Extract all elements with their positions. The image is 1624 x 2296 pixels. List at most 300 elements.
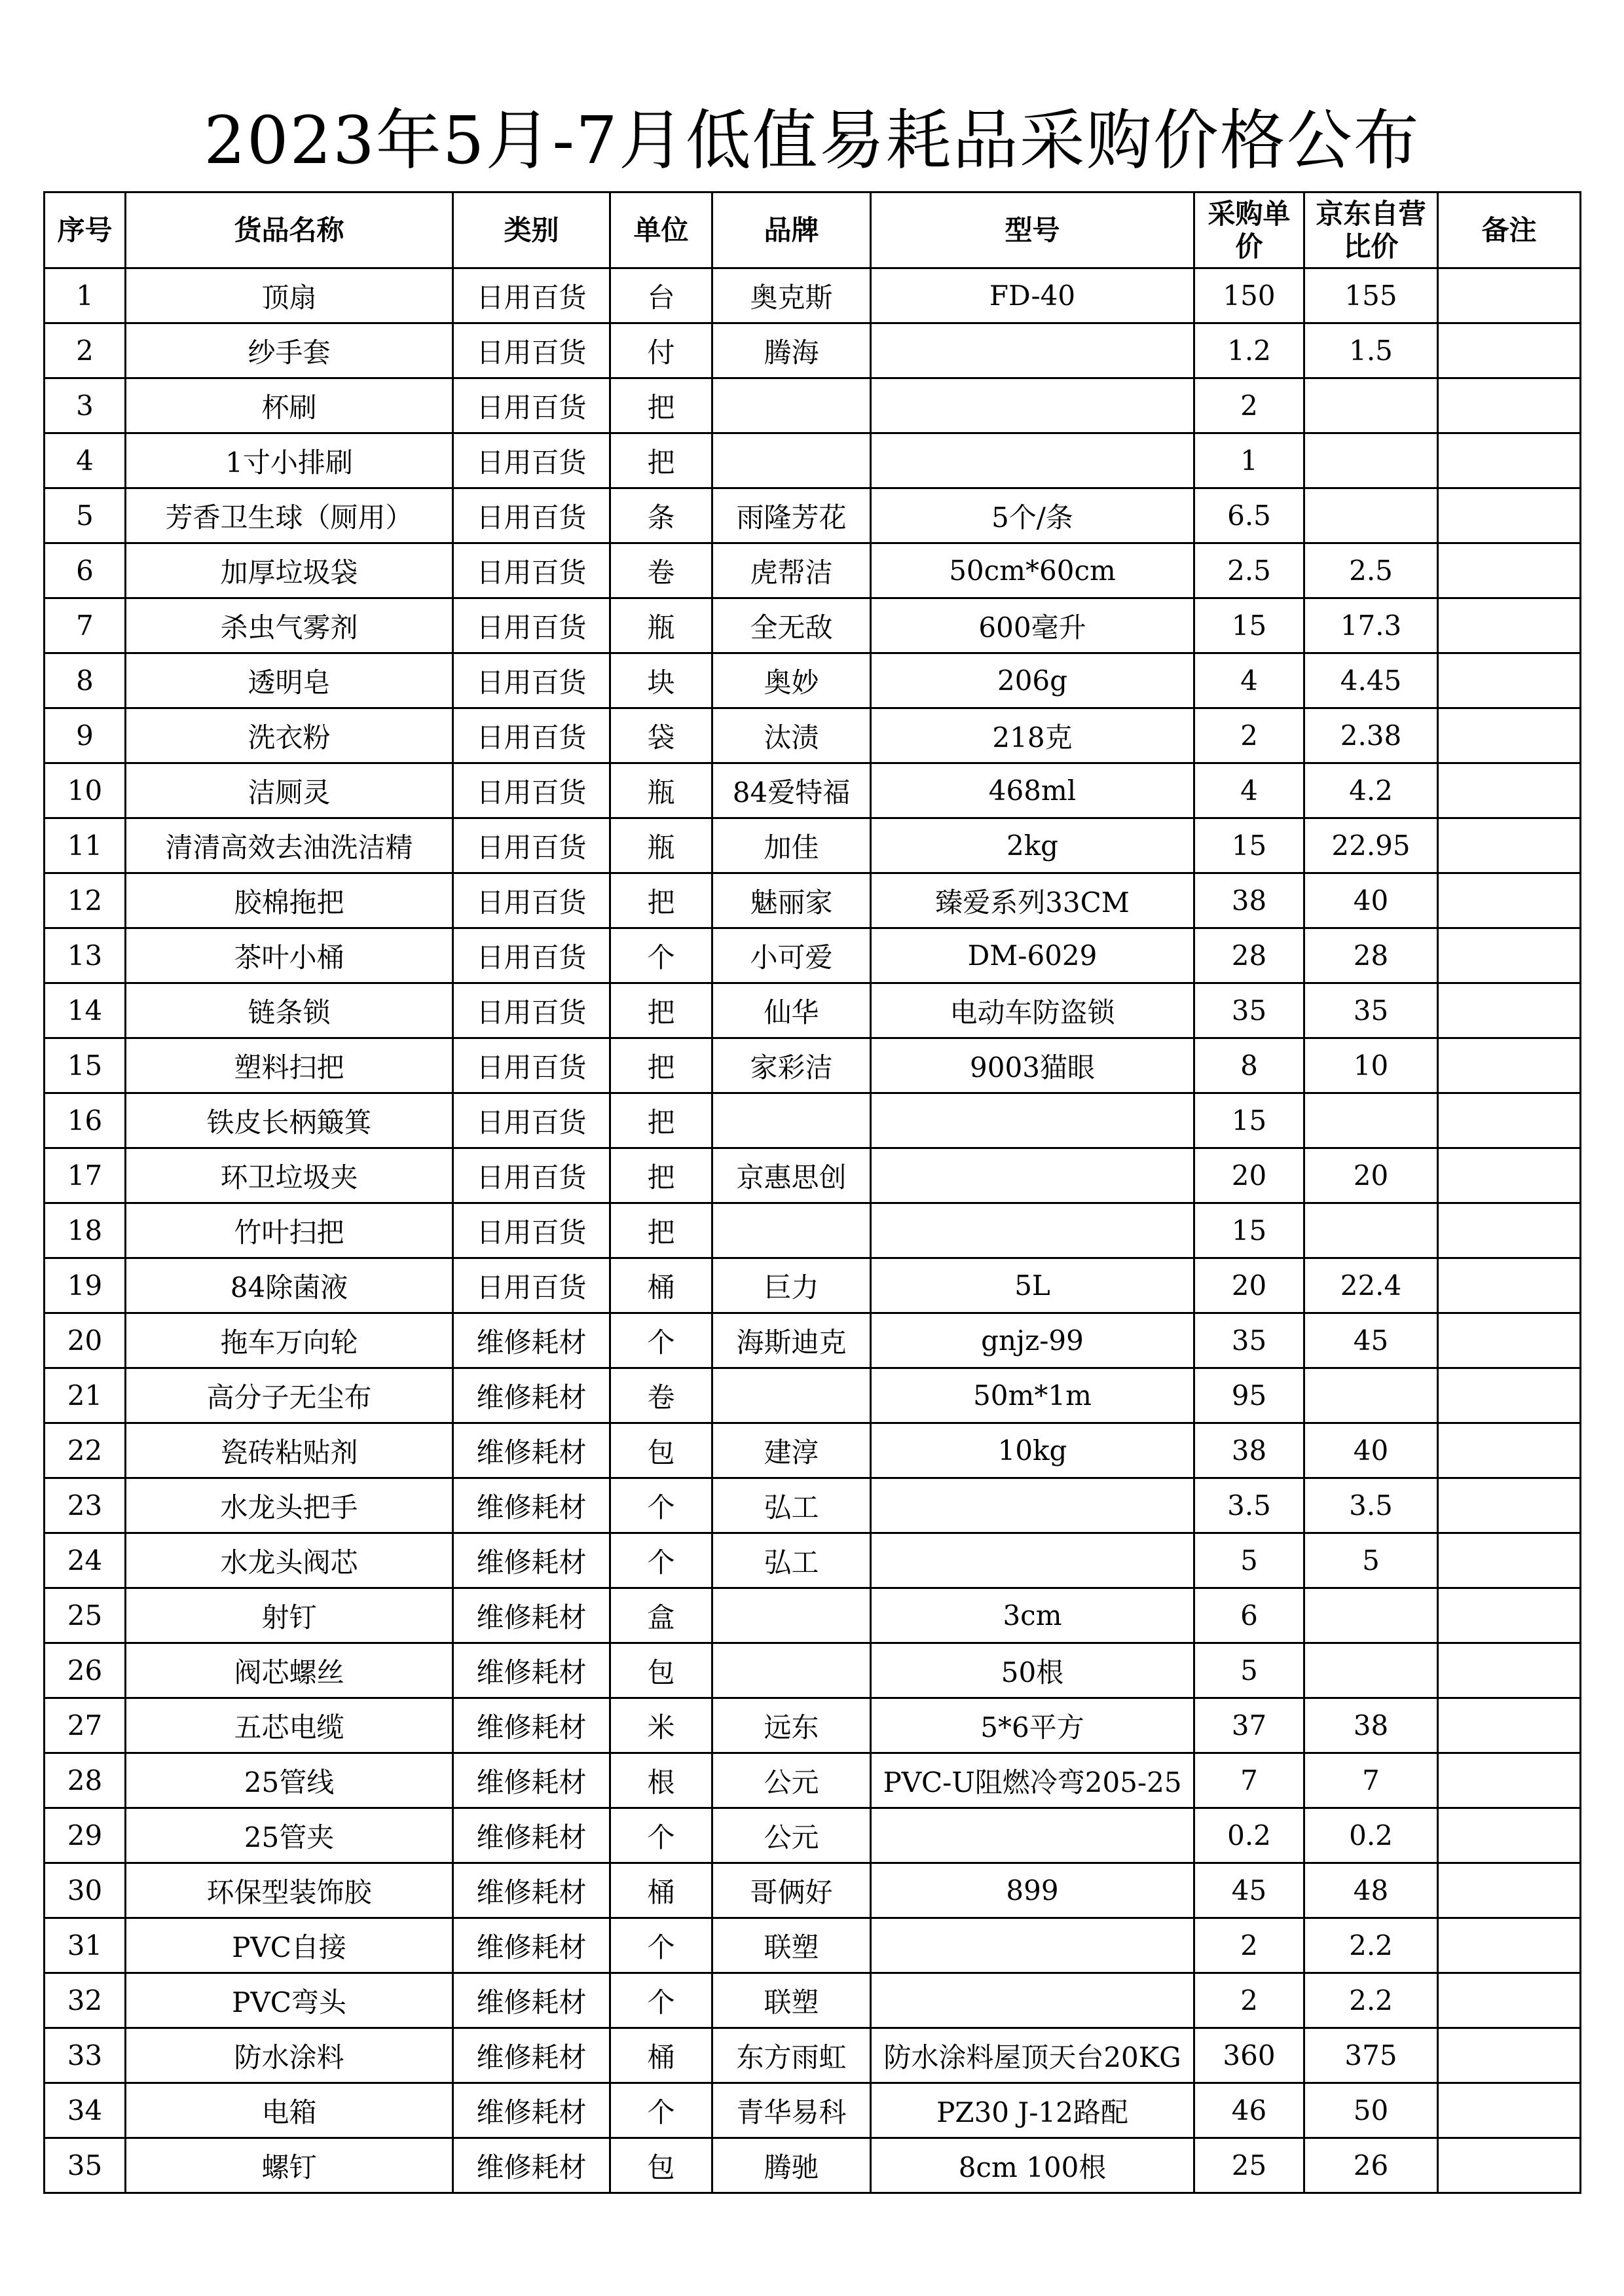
cell-name: 茶叶小桶 bbox=[126, 928, 453, 983]
cell-jd-price: 22.4 bbox=[1304, 1258, 1438, 1313]
cell-model bbox=[871, 1148, 1194, 1203]
cell-name: 高分子无尘布 bbox=[126, 1368, 453, 1423]
cell-unit: 卷 bbox=[610, 1368, 712, 1423]
cell-category: 维修耗材 bbox=[453, 1533, 610, 1588]
cell-jd-price: 2.2 bbox=[1304, 1918, 1438, 1973]
cell-price: 2.5 bbox=[1194, 543, 1304, 598]
cell-model: 50m*1m bbox=[871, 1368, 1194, 1423]
cell-note bbox=[1438, 488, 1581, 543]
cell-jd-price: 4.45 bbox=[1304, 653, 1438, 708]
cell-seq: 20 bbox=[45, 1313, 126, 1368]
cell-category: 日用百货 bbox=[453, 1093, 610, 1148]
table-row bbox=[45, 433, 1581, 488]
cell-price: 5 bbox=[1194, 1533, 1304, 1588]
cell-brand bbox=[712, 433, 871, 488]
cell-price: 2 bbox=[1194, 708, 1304, 763]
cell-category: 日用百货 bbox=[453, 433, 610, 488]
cell-brand: 魅丽家 bbox=[712, 873, 871, 928]
table-row bbox=[45, 1423, 1581, 1478]
cell-category: 日用百货 bbox=[453, 928, 610, 983]
cell-brand bbox=[712, 1093, 871, 1148]
cell-model bbox=[871, 433, 1194, 488]
cell-model: FD-40 bbox=[871, 268, 1194, 323]
cell-unit: 个 bbox=[610, 1478, 712, 1533]
cell-price: 1.2 bbox=[1194, 323, 1304, 378]
cell-model: PVC-U阻燃冷弯205-25 bbox=[871, 1753, 1194, 1808]
cell-note bbox=[1438, 1973, 1581, 2028]
cell-model bbox=[871, 1918, 1194, 1973]
cell-price: 0.2 bbox=[1194, 1808, 1304, 1863]
cell-unit: 桶 bbox=[610, 1258, 712, 1313]
cell-brand: 联塑 bbox=[712, 1973, 871, 2028]
cell-name: 塑料扫把 bbox=[126, 1038, 453, 1093]
cell-unit: 包 bbox=[610, 1423, 712, 1478]
cell-brand: 公元 bbox=[712, 1753, 871, 1808]
cell-seq: 27 bbox=[45, 1698, 126, 1753]
table-row bbox=[45, 1148, 1581, 1203]
cell-jd-price: 26 bbox=[1304, 2138, 1438, 2193]
cell-jd-price: 28 bbox=[1304, 928, 1438, 983]
cell-model: 8cm 100根 bbox=[871, 2138, 1194, 2193]
cell-brand: 公元 bbox=[712, 1808, 871, 1863]
cell-note bbox=[1438, 2083, 1581, 2138]
cell-seq: 18 bbox=[45, 1203, 126, 1258]
cell-jd-price: 35 bbox=[1304, 983, 1438, 1038]
cell-model: gnjz-99 bbox=[871, 1313, 1194, 1368]
cell-jd-price: 155 bbox=[1304, 268, 1438, 323]
cell-seq: 25 bbox=[45, 1588, 126, 1643]
cell-jd-price bbox=[1304, 1643, 1438, 1698]
cell-unit: 瓶 bbox=[610, 763, 712, 818]
cell-seq: 3 bbox=[45, 378, 126, 433]
cell-name: 螺钉 bbox=[126, 2138, 453, 2193]
cell-price: 4 bbox=[1194, 763, 1304, 818]
cell-unit: 条 bbox=[610, 488, 712, 543]
cell-name: 洁厕灵 bbox=[126, 763, 453, 818]
cell-note bbox=[1438, 1258, 1581, 1313]
cell-jd-price: 10 bbox=[1304, 1038, 1438, 1093]
table-row bbox=[45, 1588, 1581, 1643]
cell-seq: 19 bbox=[45, 1258, 126, 1313]
cell-category: 维修耗材 bbox=[453, 1588, 610, 1643]
cell-model: 50根 bbox=[871, 1643, 1194, 1698]
cell-seq: 8 bbox=[45, 653, 126, 708]
table-row bbox=[45, 488, 1581, 543]
cell-seq: 12 bbox=[45, 873, 126, 928]
header-unit: 单位 bbox=[610, 192, 712, 268]
cell-note bbox=[1438, 378, 1581, 433]
cell-price: 46 bbox=[1194, 2083, 1304, 2138]
cell-name: 水龙头把手 bbox=[126, 1478, 453, 1533]
cell-unit: 个 bbox=[610, 1918, 712, 1973]
cell-note bbox=[1438, 1423, 1581, 1478]
cell-brand: 加佳 bbox=[712, 818, 871, 873]
cell-note bbox=[1438, 1313, 1581, 1368]
cell-seq: 23 bbox=[45, 1478, 126, 1533]
cell-model: 468ml bbox=[871, 763, 1194, 818]
table-row bbox=[45, 268, 1581, 323]
cell-note bbox=[1438, 1368, 1581, 1423]
cell-category: 日用百货 bbox=[453, 1203, 610, 1258]
cell-name: 清清高效去油洗洁精 bbox=[126, 818, 453, 873]
cell-jd-price: 2.2 bbox=[1304, 1973, 1438, 2028]
cell-category: 维修耗材 bbox=[453, 1368, 610, 1423]
cell-jd-price: 5 bbox=[1304, 1533, 1438, 1588]
cell-note bbox=[1438, 543, 1581, 598]
cell-category: 日用百货 bbox=[453, 1148, 610, 1203]
cell-jd-price bbox=[1304, 488, 1438, 543]
cell-unit: 个 bbox=[610, 1973, 712, 2028]
cell-unit: 把 bbox=[610, 433, 712, 488]
cell-category: 维修耗材 bbox=[453, 1753, 610, 1808]
cell-jd-price: 40 bbox=[1304, 1423, 1438, 1478]
cell-model bbox=[871, 1808, 1194, 1863]
cell-brand: 腾海 bbox=[712, 323, 871, 378]
cell-brand: 哥俩好 bbox=[712, 1863, 871, 1918]
cell-brand: 建淳 bbox=[712, 1423, 871, 1478]
cell-brand bbox=[712, 1643, 871, 1698]
cell-price: 360 bbox=[1194, 2028, 1304, 2083]
cell-brand bbox=[712, 378, 871, 433]
cell-name: 顶扇 bbox=[126, 268, 453, 323]
cell-price: 20 bbox=[1194, 1258, 1304, 1313]
cell-seq: 7 bbox=[45, 598, 126, 653]
header-seq: 序号 bbox=[45, 192, 126, 268]
cell-category: 维修耗材 bbox=[453, 1973, 610, 2028]
header-price: 采购单价 bbox=[1194, 192, 1304, 268]
cell-category: 日用百货 bbox=[453, 378, 610, 433]
cell-price: 8 bbox=[1194, 1038, 1304, 1093]
cell-seq: 32 bbox=[45, 1973, 126, 2028]
table-row bbox=[45, 708, 1581, 763]
cell-jd-price: 2.38 bbox=[1304, 708, 1438, 763]
cell-name: 25管线 bbox=[126, 1753, 453, 1808]
table-row bbox=[45, 1313, 1581, 1368]
cell-name: 胶棉拖把 bbox=[126, 873, 453, 928]
table-row bbox=[45, 653, 1581, 708]
cell-price: 15 bbox=[1194, 598, 1304, 653]
cell-note bbox=[1438, 763, 1581, 818]
table-row bbox=[45, 1038, 1581, 1093]
cell-unit: 付 bbox=[610, 323, 712, 378]
cell-unit: 把 bbox=[610, 1038, 712, 1093]
cell-unit: 根 bbox=[610, 1753, 712, 1808]
cell-note bbox=[1438, 1698, 1581, 1753]
cell-seq: 31 bbox=[45, 1918, 126, 1973]
cell-unit: 块 bbox=[610, 653, 712, 708]
cell-name: 链条锁 bbox=[126, 983, 453, 1038]
cell-name: 纱手套 bbox=[126, 323, 453, 378]
cell-category: 日用百货 bbox=[453, 818, 610, 873]
cell-unit: 台 bbox=[610, 268, 712, 323]
table-row bbox=[45, 1258, 1581, 1313]
cell-name: 防水涂料 bbox=[126, 2028, 453, 2083]
cell-note bbox=[1438, 1643, 1581, 1698]
cell-model: 2kg bbox=[871, 818, 1194, 873]
cell-price: 2 bbox=[1194, 1973, 1304, 2028]
cell-price: 3.5 bbox=[1194, 1478, 1304, 1533]
cell-price: 2 bbox=[1194, 1918, 1304, 1973]
cell-category: 日用百货 bbox=[453, 488, 610, 543]
table-row bbox=[45, 2138, 1581, 2193]
cell-seq: 2 bbox=[45, 323, 126, 378]
table-row bbox=[45, 598, 1581, 653]
cell-model: 206g bbox=[871, 653, 1194, 708]
cell-brand: 海斯迪克 bbox=[712, 1313, 871, 1368]
cell-unit: 瓶 bbox=[610, 818, 712, 873]
cell-unit: 桶 bbox=[610, 2028, 712, 2083]
cell-brand: 奥妙 bbox=[712, 653, 871, 708]
cell-price: 35 bbox=[1194, 1313, 1304, 1368]
table-row bbox=[45, 1643, 1581, 1698]
cell-brand: 仙华 bbox=[712, 983, 871, 1038]
cell-name: 射钉 bbox=[126, 1588, 453, 1643]
cell-price: 20 bbox=[1194, 1148, 1304, 1203]
table-row bbox=[45, 763, 1581, 818]
cell-category: 日用百货 bbox=[453, 983, 610, 1038]
cell-unit: 个 bbox=[610, 2083, 712, 2138]
header-jd-price: 京东自营比价 bbox=[1304, 192, 1438, 268]
cell-category: 日用百货 bbox=[453, 598, 610, 653]
cell-seq: 4 bbox=[45, 433, 126, 488]
cell-unit: 包 bbox=[610, 1643, 712, 1698]
table-row bbox=[45, 928, 1581, 983]
cell-brand bbox=[712, 1588, 871, 1643]
table-row bbox=[45, 1478, 1581, 1533]
cell-unit: 瓶 bbox=[610, 598, 712, 653]
cell-seq: 5 bbox=[45, 488, 126, 543]
cell-jd-price: 7 bbox=[1304, 1753, 1438, 1808]
cell-note bbox=[1438, 2138, 1581, 2193]
cell-seq: 6 bbox=[45, 543, 126, 598]
cell-model: 600毫升 bbox=[871, 598, 1194, 653]
cell-brand: 弘工 bbox=[712, 1478, 871, 1533]
cell-category: 日用百货 bbox=[453, 268, 610, 323]
cell-price: 15 bbox=[1194, 818, 1304, 873]
cell-unit: 把 bbox=[610, 1203, 712, 1258]
cell-category: 维修耗材 bbox=[453, 2028, 610, 2083]
cell-note bbox=[1438, 1203, 1581, 1258]
cell-unit: 把 bbox=[610, 1148, 712, 1203]
cell-seq: 35 bbox=[45, 2138, 126, 2193]
cell-brand: 远东 bbox=[712, 1698, 871, 1753]
table-row bbox=[45, 1918, 1581, 1973]
cell-note bbox=[1438, 1093, 1581, 1148]
cell-model: 电动车防盗锁 bbox=[871, 983, 1194, 1038]
table-row bbox=[45, 818, 1581, 873]
cell-price: 6.5 bbox=[1194, 488, 1304, 543]
cell-model: 5L bbox=[871, 1258, 1194, 1313]
cell-name: 杀虫气雾剂 bbox=[126, 598, 453, 653]
cell-seq: 9 bbox=[45, 708, 126, 763]
cell-name: 瓷砖粘贴剂 bbox=[126, 1423, 453, 1478]
cell-model bbox=[871, 1203, 1194, 1258]
cell-seq: 24 bbox=[45, 1533, 126, 1588]
cell-name: PVC自接 bbox=[126, 1918, 453, 1973]
cell-unit: 把 bbox=[610, 1093, 712, 1148]
cell-seq: 30 bbox=[45, 1863, 126, 1918]
cell-brand: 东方雨虹 bbox=[712, 2028, 871, 2083]
cell-jd-price: 48 bbox=[1304, 1863, 1438, 1918]
table-row bbox=[45, 1753, 1581, 1808]
cell-category: 日用百货 bbox=[453, 873, 610, 928]
cell-jd-price: 38 bbox=[1304, 1698, 1438, 1753]
table-row bbox=[45, 1973, 1581, 2028]
table-row bbox=[45, 1203, 1581, 1258]
cell-name: 洗衣粉 bbox=[126, 708, 453, 763]
cell-seq: 26 bbox=[45, 1643, 126, 1698]
cell-model: 9003猫眼 bbox=[871, 1038, 1194, 1093]
cell-name: 竹叶扫把 bbox=[126, 1203, 453, 1258]
cell-jd-price: 20 bbox=[1304, 1148, 1438, 1203]
cell-price: 150 bbox=[1194, 268, 1304, 323]
cell-price: 45 bbox=[1194, 1863, 1304, 1918]
cell-unit: 个 bbox=[610, 1808, 712, 1863]
cell-note bbox=[1438, 2028, 1581, 2083]
cell-price: 38 bbox=[1194, 1423, 1304, 1478]
cell-unit: 袋 bbox=[610, 708, 712, 763]
cell-unit: 桶 bbox=[610, 1863, 712, 1918]
cell-model: DM-6029 bbox=[871, 928, 1194, 983]
cell-jd-price bbox=[1304, 378, 1438, 433]
cell-unit: 个 bbox=[610, 928, 712, 983]
cell-model: 899 bbox=[871, 1863, 1194, 1918]
cell-seq: 33 bbox=[45, 2028, 126, 2083]
cell-unit: 米 bbox=[610, 1698, 712, 1753]
cell-note bbox=[1438, 1918, 1581, 1973]
table-row bbox=[45, 1863, 1581, 1918]
cell-note bbox=[1438, 928, 1581, 983]
cell-unit: 卷 bbox=[610, 543, 712, 598]
cell-price: 2 bbox=[1194, 378, 1304, 433]
cell-jd-price: 2.5 bbox=[1304, 543, 1438, 598]
cell-model: 防水涂料屋顶天台20KG bbox=[871, 2028, 1194, 2083]
cell-name: 环保型装饰胶 bbox=[126, 1863, 453, 1918]
table-row bbox=[45, 873, 1581, 928]
cell-category: 维修耗材 bbox=[453, 1918, 610, 1973]
cell-price: 15 bbox=[1194, 1093, 1304, 1148]
cell-brand: 青华易科 bbox=[712, 2083, 871, 2138]
cell-note bbox=[1438, 1753, 1581, 1808]
cell-jd-price: 45 bbox=[1304, 1313, 1438, 1368]
cell-name: 五芯电缆 bbox=[126, 1698, 453, 1753]
cell-note bbox=[1438, 1863, 1581, 1918]
cell-unit: 盒 bbox=[610, 1588, 712, 1643]
cell-model bbox=[871, 1973, 1194, 2028]
cell-price: 95 bbox=[1194, 1368, 1304, 1423]
page-title: 2023年5月-7月低值易耗品采购价格公布 bbox=[204, 102, 1420, 179]
cell-seq: 16 bbox=[45, 1093, 126, 1148]
cell-model: 5个/条 bbox=[871, 488, 1194, 543]
cell-model bbox=[871, 1533, 1194, 1588]
cell-name: 阀芯螺丝 bbox=[126, 1643, 453, 1698]
cell-note bbox=[1438, 1038, 1581, 1093]
cell-unit: 包 bbox=[610, 2138, 712, 2193]
cell-note bbox=[1438, 268, 1581, 323]
cell-unit: 把 bbox=[610, 873, 712, 928]
cell-name: 芳香卫生球（厕用） bbox=[126, 488, 453, 543]
cell-seq: 14 bbox=[45, 983, 126, 1038]
table-row bbox=[45, 378, 1581, 433]
table-row bbox=[45, 983, 1581, 1038]
header-note: 备注 bbox=[1438, 192, 1581, 268]
cell-price: 4 bbox=[1194, 653, 1304, 708]
cell-seq: 15 bbox=[45, 1038, 126, 1093]
cell-seq: 28 bbox=[45, 1753, 126, 1808]
cell-price: 35 bbox=[1194, 983, 1304, 1038]
cell-name: 25管夹 bbox=[126, 1808, 453, 1863]
cell-category: 日用百货 bbox=[453, 1038, 610, 1093]
cell-brand: 弘工 bbox=[712, 1533, 871, 1588]
table-row bbox=[45, 543, 1581, 598]
cell-name: 拖车万向轮 bbox=[126, 1313, 453, 1368]
cell-seq: 22 bbox=[45, 1423, 126, 1478]
cell-jd-price bbox=[1304, 1093, 1438, 1148]
cell-jd-price bbox=[1304, 1203, 1438, 1258]
cell-jd-price: 4.2 bbox=[1304, 763, 1438, 818]
price-table bbox=[43, 191, 1581, 2194]
table-row bbox=[45, 2083, 1581, 2138]
cell-name: PVC弯头 bbox=[126, 1973, 453, 2028]
cell-jd-price bbox=[1304, 1588, 1438, 1643]
cell-seq: 1 bbox=[45, 268, 126, 323]
cell-price: 15 bbox=[1194, 1203, 1304, 1258]
cell-model bbox=[871, 378, 1194, 433]
table-row bbox=[45, 1533, 1581, 1588]
cell-name: 水龙头阀芯 bbox=[126, 1533, 453, 1588]
cell-price: 25 bbox=[1194, 2138, 1304, 2193]
cell-brand: 虎帮洁 bbox=[712, 543, 871, 598]
cell-brand: 腾驰 bbox=[712, 2138, 871, 2193]
cell-jd-price bbox=[1304, 433, 1438, 488]
cell-note bbox=[1438, 708, 1581, 763]
cell-note bbox=[1438, 873, 1581, 928]
cell-seq: 17 bbox=[45, 1148, 126, 1203]
cell-unit: 个 bbox=[610, 1533, 712, 1588]
cell-name: 电箱 bbox=[126, 2083, 453, 2138]
cell-jd-price: 1.5 bbox=[1304, 323, 1438, 378]
cell-brand: 联塑 bbox=[712, 1918, 871, 1973]
cell-note bbox=[1438, 1148, 1581, 1203]
cell-brand: 全无敌 bbox=[712, 598, 871, 653]
cell-seq: 34 bbox=[45, 2083, 126, 2138]
cell-category: 日用百货 bbox=[453, 323, 610, 378]
header-brand: 品牌 bbox=[712, 192, 871, 268]
cell-model: 50cm*60cm bbox=[871, 543, 1194, 598]
cell-brand bbox=[712, 1368, 871, 1423]
cell-jd-price: 375 bbox=[1304, 2028, 1438, 2083]
cell-category: 日用百货 bbox=[453, 653, 610, 708]
cell-note bbox=[1438, 818, 1581, 873]
cell-brand: 家彩洁 bbox=[712, 1038, 871, 1093]
cell-note bbox=[1438, 598, 1581, 653]
header-category: 类别 bbox=[453, 192, 610, 268]
cell-jd-price bbox=[1304, 1368, 1438, 1423]
cell-unit: 把 bbox=[610, 378, 712, 433]
cell-category: 维修耗材 bbox=[453, 1643, 610, 1698]
table-body bbox=[45, 268, 1581, 2193]
cell-brand: 巨力 bbox=[712, 1258, 871, 1313]
cell-category: 日用百货 bbox=[453, 763, 610, 818]
cell-category: 日用百货 bbox=[453, 543, 610, 598]
cell-model: 218克 bbox=[871, 708, 1194, 763]
cell-price: 37 bbox=[1194, 1698, 1304, 1753]
cell-model: 10kg bbox=[871, 1423, 1194, 1478]
cell-note bbox=[1438, 1478, 1581, 1533]
cell-category: 维修耗材 bbox=[453, 2083, 610, 2138]
cell-jd-price: 40 bbox=[1304, 873, 1438, 928]
cell-note bbox=[1438, 1533, 1581, 1588]
